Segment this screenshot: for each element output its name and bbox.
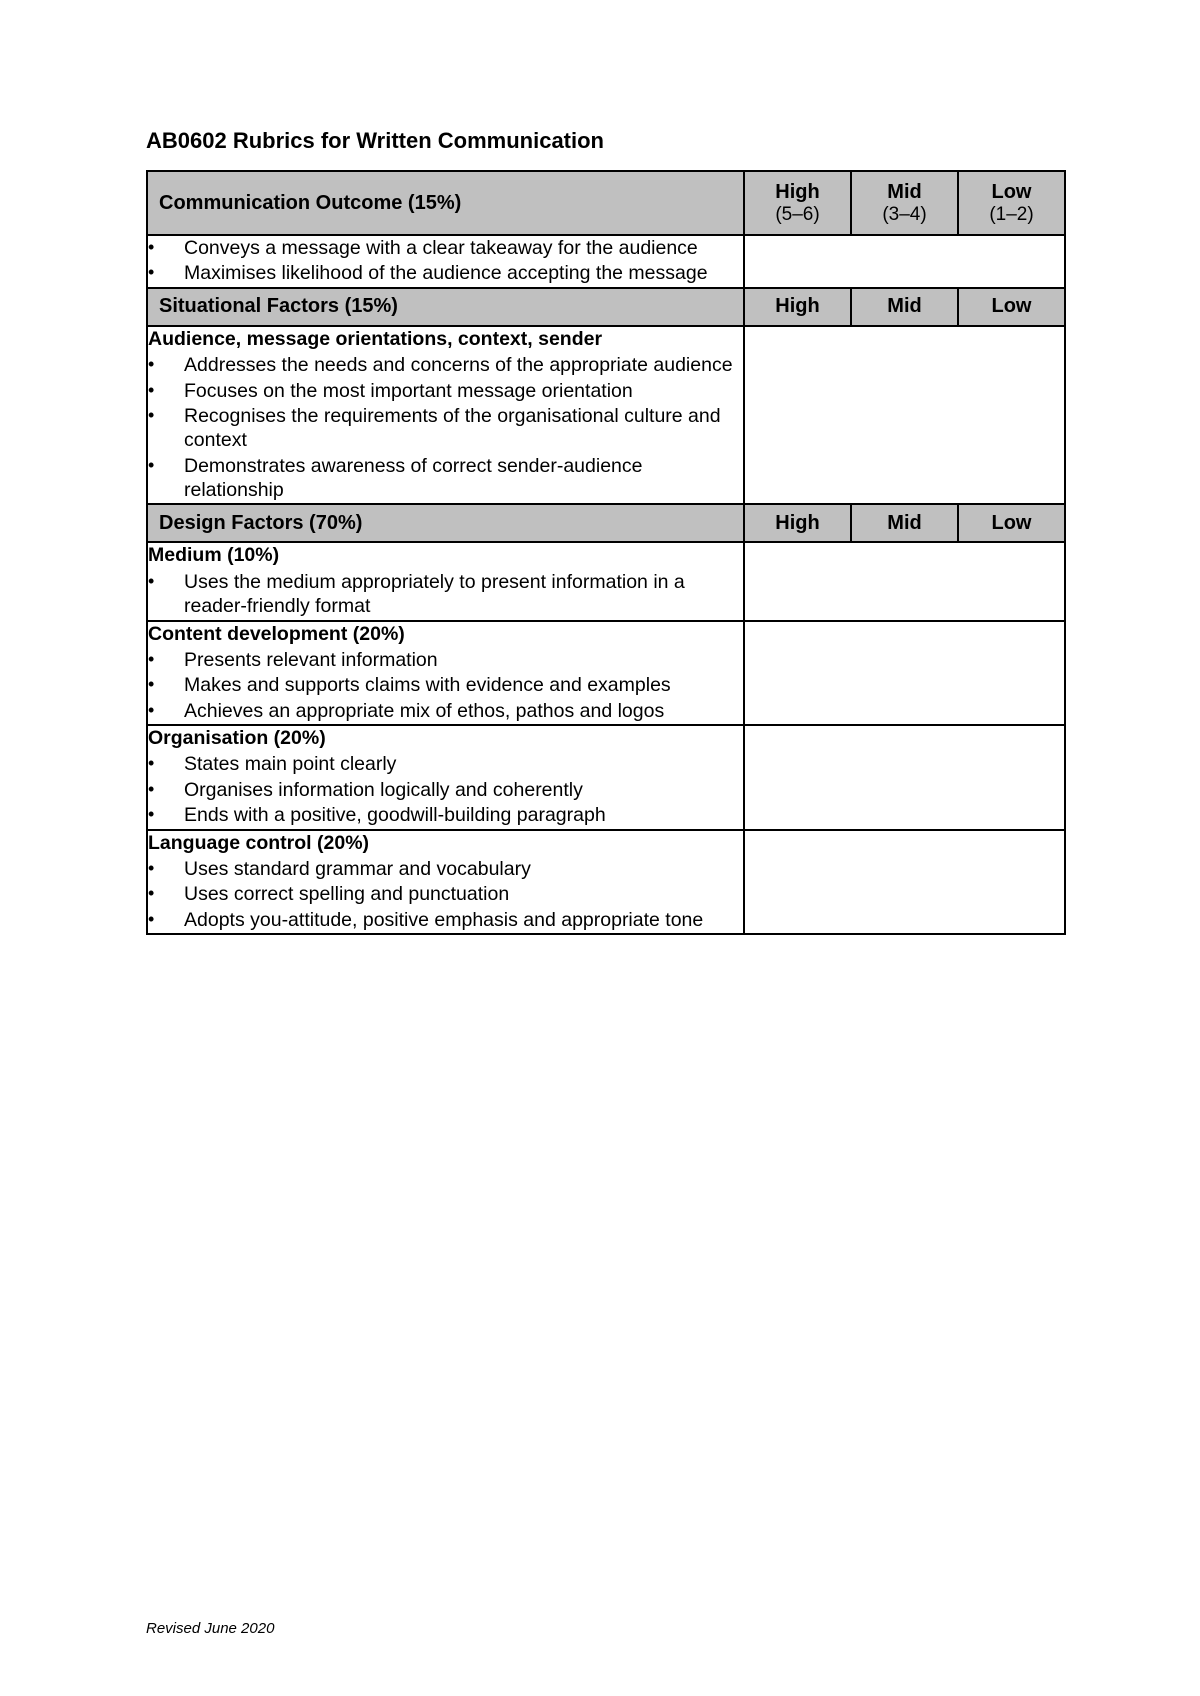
bullet-icon: • [148,908,155,929]
score-entry-cell[interactable] [744,326,1065,505]
section-title: Situational Factors (15%) [147,288,744,326]
criterion-row [147,235,1065,288]
bullet-item [148,404,743,453]
score-label: Mid [887,180,922,203]
score-label: High [775,180,820,203]
bullet-list [148,648,743,723]
score-range: (3–4) [882,203,927,225]
bullet-text: Makes and supports claims with evidence and examples [184,674,671,697]
bullet-item [148,454,743,503]
bullet-text: States main point clearly [184,753,397,776]
score-entry-cell[interactable] [744,725,1065,830]
bullet-item [148,236,743,260]
score-entry-cell[interactable] [744,621,1065,726]
score-header-mid [851,171,958,235]
criterion-title: Language control (20%) [148,831,370,854]
score-header-mid: Mid [851,288,958,326]
bullet-text: Demonstrates awareness of correct sender-audience relationship [184,454,643,501]
criterion-row-content-development [147,621,1065,726]
bullet-item [148,648,743,672]
criterion-row-language-control [147,830,1065,935]
bullet-item [148,261,743,285]
criterion-row-organisation [147,725,1065,830]
bullet-text: Conveys a message with a clear takeaway for the audience [184,237,698,259]
bullet-icon: • [148,262,155,283]
bullet-text: Uses correct spelling and punctuation [184,883,510,906]
criterion-content [147,621,744,726]
bullet-icon: • [148,648,155,669]
criterion-title: Audience, message orientations, context, sender [148,327,603,350]
bullet-list [148,353,743,502]
criterion-content [147,326,744,505]
page-title: AB0602 Rubrics for Written Communication [146,128,604,153]
score-header-high: High [744,288,851,326]
bullet-text: Focuses on the most important message orientation [184,379,633,402]
criterion-content [147,725,744,830]
bullet-icon: • [148,883,155,904]
score-header-low: Low [958,288,1065,326]
bullet-icon: • [148,699,155,720]
score-header-high: High [744,504,851,542]
bullet-icon: • [148,404,155,425]
section-header-situational [147,288,1065,326]
bullet-list [148,752,743,827]
section-title: Communication Outcome (15%) [147,171,744,235]
bullet-text: Maximises likelihood of the audience accepting the message [184,262,708,285]
score-entry-cell[interactable] [744,830,1065,935]
bullet-item [148,803,743,827]
score-range: (5–6) [775,203,820,225]
bullet-item [148,882,743,906]
bullet-text: Uses the medium appropriately to present information in a reader-friendly format [184,570,685,618]
score-range: (1–2) [989,203,1034,225]
bullet-icon: • [148,753,155,774]
bullet-text: Addresses the needs and concerns of the appropriate audience [184,354,733,377]
bullet-text: Uses standard grammar and vocabulary [184,857,531,880]
criterion-title: Medium (10%) [148,544,280,567]
bullet-item [148,699,743,723]
bullet-item [148,857,743,881]
score-header-low [958,171,1065,235]
bullet-icon: • [148,237,155,257]
bullet-icon: • [148,804,155,825]
bullet-item [148,752,743,776]
bullet-item [148,778,743,802]
bullet-text: Recognises the requirements of the organisational culture and context [184,404,721,452]
bullet-icon: • [148,778,155,799]
section-title: Design Factors (70%) [147,504,744,542]
bullet-text: Ends with a positive, goodwill-building paragraph [184,804,606,827]
bullet-icon: • [148,354,155,375]
criterion-title: Organisation (20%) [148,727,326,749]
bullet-list [148,236,743,286]
criterion-content [147,830,744,935]
bullet-icon: • [148,379,155,400]
bullet-item [148,379,743,403]
bullet-icon: • [148,857,155,878]
bullet-icon: • [148,454,155,475]
score-header-low: Low [958,504,1065,542]
score-entry-cell[interactable] [744,235,1065,288]
score-label: Low [991,180,1032,203]
bullet-icon: • [148,674,155,695]
score-header-high [744,171,851,235]
bullet-text: Adopts you-attitude, positive emphasis and appropriate tone [184,908,704,931]
criterion-row-medium [147,542,1065,620]
score-entry-cell[interactable] [744,542,1065,620]
rubric-table [146,170,1066,935]
bullet-item [148,570,743,619]
bullet-list [148,857,743,932]
section-header-design [147,504,1065,542]
score-header-mid: Mid [851,504,958,542]
bullet-item [148,673,743,697]
bullet-text: Organises information logically and coherently [184,778,583,801]
criterion-content [147,235,744,288]
bullet-icon: • [148,570,155,591]
criterion-title: Content development (20%) [148,622,405,645]
revision-footer: Revised June 2020 [146,1620,275,1637]
bullet-text: Presents relevant information [184,648,438,671]
bullet-list [148,570,743,619]
section-header-communication [147,171,1065,235]
bullet-item [148,908,743,932]
bullet-text: Achieves an appropriate mix of ethos, pathos and logos [184,699,665,722]
criterion-row [147,326,1065,505]
criterion-content [147,542,744,620]
bullet-item [148,353,743,377]
